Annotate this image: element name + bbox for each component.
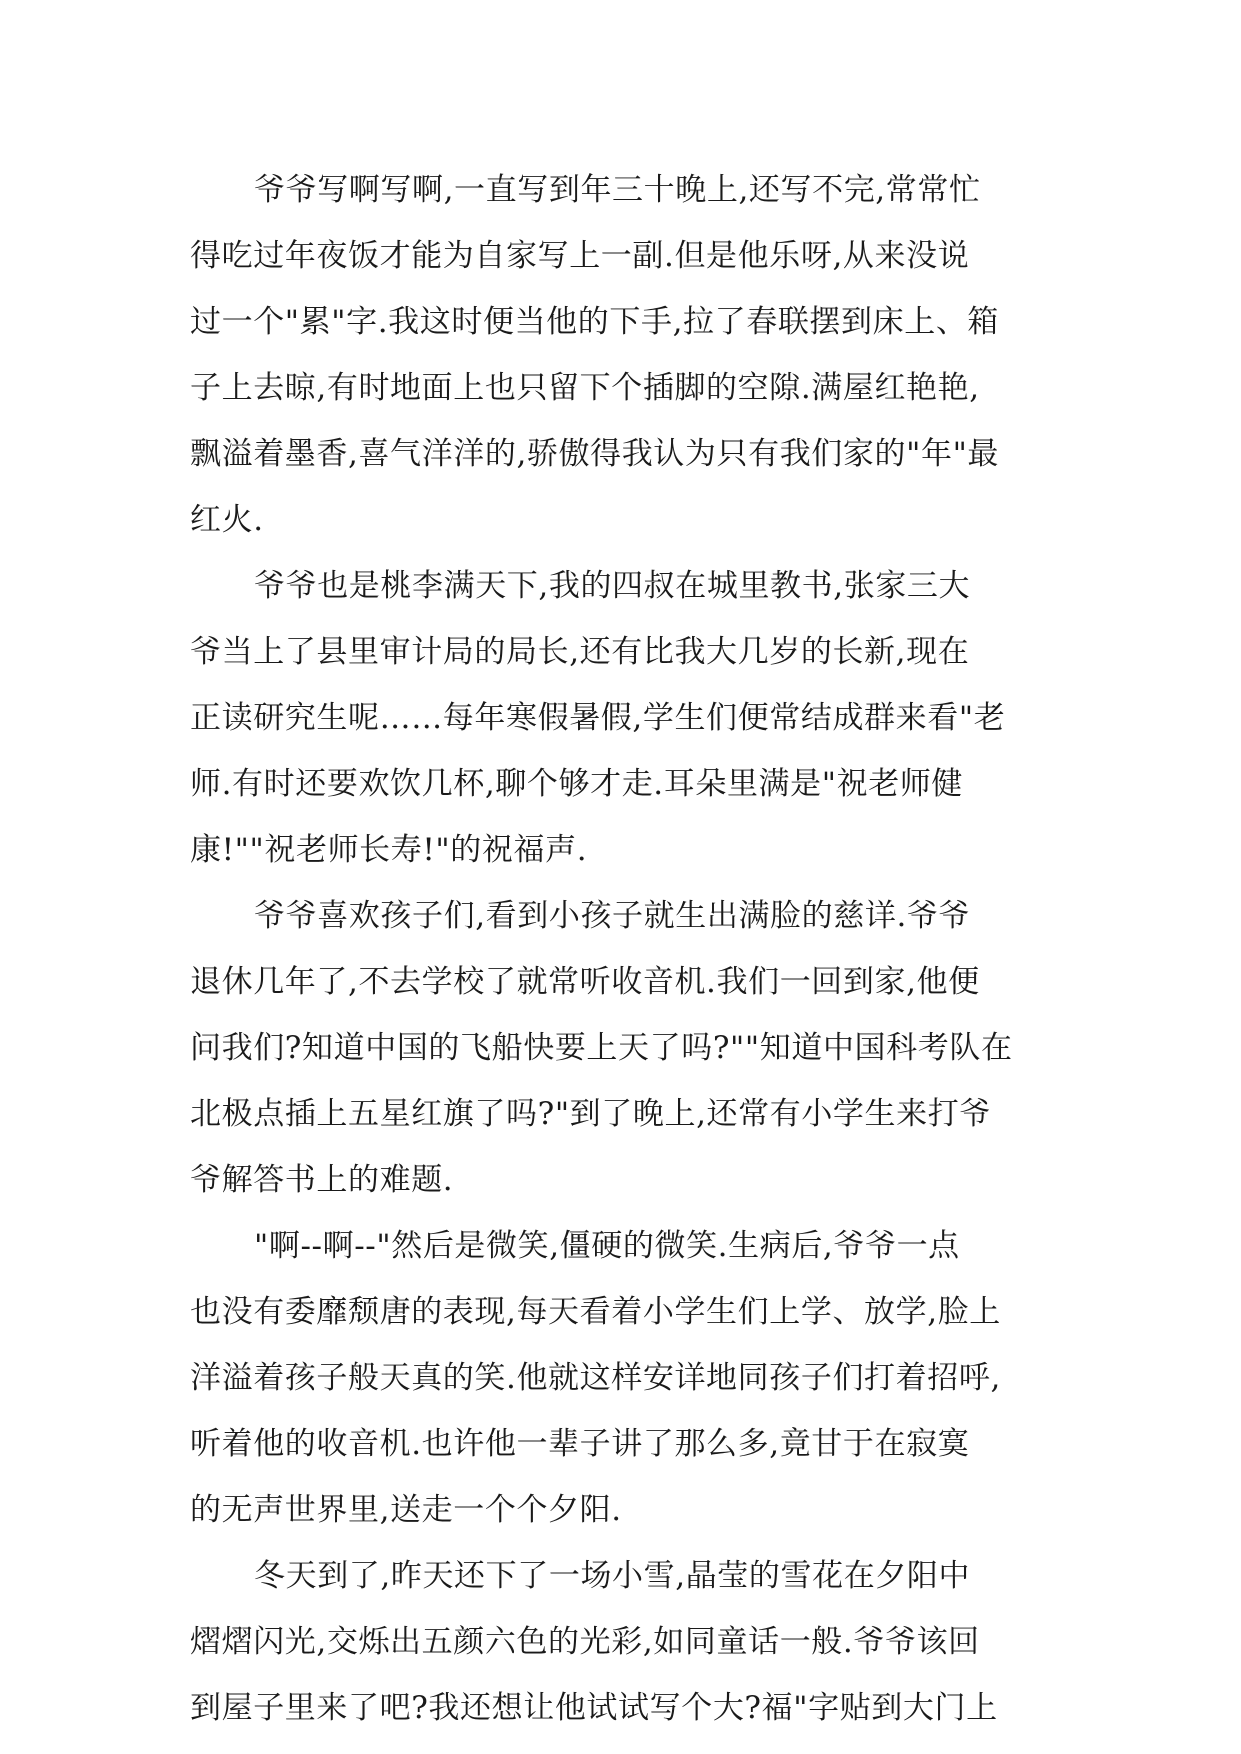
text-line: 康!""祝老师长寿!"的祝福声. — [190, 832, 588, 868]
text-line: 洋溢着孩子般天真的笑.他就这样安详地同孩子们打着招呼, — [190, 1360, 1001, 1396]
text-line: 问我们?知道中国的飞船快要上天了吗?""知道中国科考队在 — [190, 1030, 1013, 1066]
text-line: 爷解答书上的难题. — [190, 1162, 454, 1198]
text-line: 爷爷写啊写啊,一直写到年三十晚上,还写不完,常常忙 — [254, 172, 981, 208]
paragraph — [190, 1213, 1050, 1543]
text-line: 冬天到了,昨天还下了一场小雪,晶莹的雪花在夕阳中 — [254, 1558, 971, 1594]
text-line: 飘溢着墨香,喜气洋洋的,骄傲得我认为只有我们家的"年"最 — [190, 436, 1000, 472]
text-line: 红火. — [190, 502, 264, 538]
text-line: "啊--啊--"然后是微笑,僵硬的微笑.生病后,爷爷一点 — [254, 1228, 960, 1264]
text-line: 爷当上了县里审计局的局长,还有比我大几岁的长新,现在 — [190, 634, 970, 670]
text-line: 师.有时还要欢饮几杯,聊个够才走.耳朵里满是"祝老师健 — [190, 766, 964, 802]
text-line: 也没有委靡颓唐的表现,每天看着小学生们上学、放学,脸上 — [190, 1294, 1001, 1330]
paragraph — [190, 157, 1050, 553]
text-line: 退休几年了,不去学校了就常听收音机.我们一回到家,他便 — [190, 964, 980, 1000]
text-line: 子上去晾,有时地面上也只留下个插脚的空隙.满屋红艳艳, — [190, 370, 980, 406]
paragraph — [190, 553, 1050, 883]
text-line: 的无声世界里,送走一个个夕阳. — [190, 1492, 622, 1528]
text-line: 听着他的收音机.也许他一辈子讲了那么多,竟甘于在寂寞 — [190, 1426, 970, 1462]
text-line: 正读研究生呢……每年寒假暑假,学生们便常结成群来看"老 — [190, 700, 1006, 736]
text-line: 过一个"累"字.我这时便当他的下手,拉了春联摆到床上、箱 — [190, 304, 1000, 340]
text-line: 熠熠闪光,交烁出五颜六色的光彩,如同童话一般.爷爷该回 — [190, 1624, 980, 1660]
text-line: 北极点插上五星红旗了吗?"到了晚上,还常有小学生来打爷 — [190, 1096, 991, 1132]
text-line: 爷爷也是桃李满天下,我的四叔在城里教书,张家三大 — [254, 568, 971, 604]
paragraph — [190, 1543, 1050, 1741]
text-line: 得吃过年夜饭才能为自家写上一副.但是他乐呀,从来没说 — [190, 238, 970, 274]
text-line: 爷爷喜欢孩子们,看到小孩子就生出满脸的慈详.爷爷 — [254, 898, 971, 934]
paragraph — [190, 883, 1050, 1213]
text-line: 到屋子里来了吧?我还想让他试试写个大?福"字贴到大门上 — [190, 1690, 998, 1726]
text-body — [190, 157, 1050, 1741]
